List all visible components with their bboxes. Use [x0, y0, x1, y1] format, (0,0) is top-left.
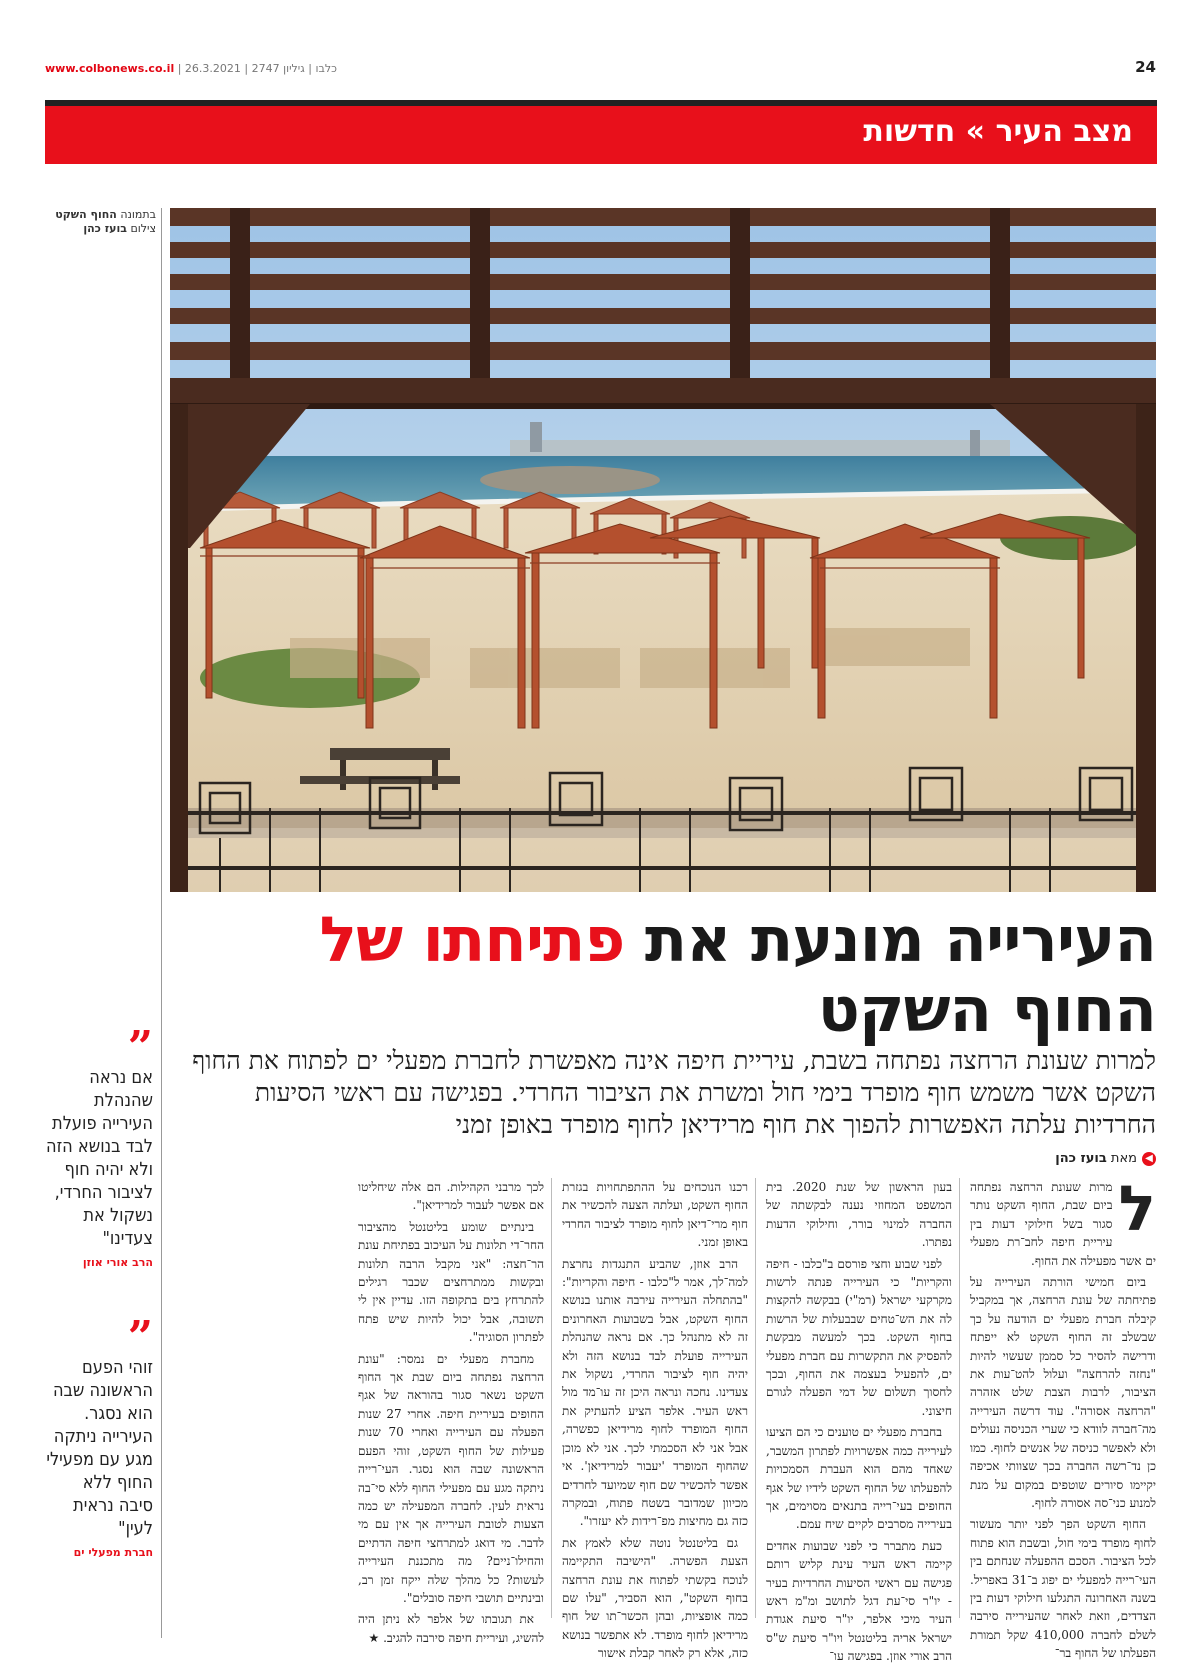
headline-part1: העירייה מונעת את: [644, 903, 1156, 976]
quote-text: אם נראה שהנהלת העירייה פועלת לבד בנושא הזה ולא יהיה חוף לציבור החרדי, נשקול את צעדינו": [45, 1067, 153, 1249]
paragraph: בעון הראשון של שנת 2020. בית המשפט המחוזי נענה לבקשתה של החברה למינוי בורר, וחילוקי הדעות נפתרו.: [766, 1180, 952, 1250]
pull-quote: [45, 1022, 153, 1269]
quote-mark-icon: ”: [127, 1312, 153, 1363]
headline-part2: פתיחתו של: [319, 903, 625, 976]
credit-subject: החוף השקט: [55, 208, 117, 221]
paragraph: רכנו הנוכחים על ההתפתחויות בגזרת החוף השקט, ועלתה הצעה להכשיר את חוף מרי־דיאן לחוף מופרד לציבור החרדי באופן זמני.: [562, 1180, 748, 1250]
paragraph: גם בליטנטל נוטה שלא לאמץ את הצעת הפשרה. "הישיבה התקיימה לנוכח בקשתי לפתוח את עונת הרחצה בחוף השקט", הוא הסביר, "עלו שם כמה אופציות, ובהן הכשר־תו של חוף מרידיאן לחוף מופרד. לא אתפשר בנושא כזה, אלא רק לאחר קבלת אישור: [562, 1535, 748, 1661]
headline-part3: החוף השקט: [817, 973, 1156, 1046]
paragraph: החוף השקט הפך לפני יותר מעשור לחוף מופרד בימי חול, ובשבת הוא פתוח לכל הציבור. הסכם ההפעלה שנחתם בין העי־רייה למפעלי ים יפוג ב־31 באפריל. בשנה האחרונה התגלעו חילוקי דעות בין הצדדים, וזאת לאחר שהעירייה סירבה לשלם לחברה 410,000 שקל תמורת הפעלתו של החוף בר־: [970, 1517, 1157, 1661]
section-bar: [45, 106, 1157, 164]
byline-label: מאת: [1110, 1151, 1137, 1166]
article-lead: למרות שעונת הרחצה נפתחה בשבת, עיריית חיפה אינה מאפשרת לחברת מפעלי ים לפתוח את החוף השקט אשר משמש חוף מופרד בימי חול ומשרת את הציבור החרדי. בפגישה עם ראשי הסיעות החרדיות עלתה האפשרות להפוך את חוף מרידיאן לחוף מופרד באופן זמני: [192, 1046, 1156, 1139]
paragraph: בחברת מפעלי ים טוענים כי הם הציעו לעירייה כמה אפשרויות לפתרון המשבר, שאחד מהם הוא העברת הסמכויות להפעלתו של החוף השקט לידיו של אגף החופים בעי־רייה בתנאים מסוימים, אך בעירייה מסרבים לקיים שיח עמם.: [766, 1425, 952, 1532]
page-number: 24: [1135, 58, 1156, 76]
section-title: מצב העיר » חדשות: [863, 114, 1133, 149]
photographer-name: בועז כהן: [83, 222, 127, 235]
paragraph: ביום חמישי הורתה העירייה על פתיחתה של עונת הרחצה, אך במקביל קיבלה חברת מפעלי ים הודעה על כך שבשלב זה החוף השקט לא ייפתח ודרישה להסיר כל סממן שעשוי להיות "נחזה להרחצה" ועלול להט־עות את הציבור, לרבות הצבת שלט אזהרה "הרחצה אסורה". עוד דרשה העירייה מה־חברה לוודא כי שערי הכניסה נעולים ולא לאפשר כניסה של אנשים לחוף. כמו כן נד־רשה החברה בכך שצוותי אכיפה יקיימו סיורים שוטפים במקום על מנת למנוע כני־סה אסורה לחוף.: [970, 1275, 1156, 1510]
article-column-4: [358, 1178, 544, 1650]
article-headline: [176, 905, 1156, 1045]
article-column-1: [970, 1172, 1157, 1666]
quote-source: הרב אורי אוזן: [82, 1256, 153, 1269]
beach-photo-illustration: [170, 208, 1156, 892]
pull-quote: [45, 1312, 153, 1559]
paragraph: בינתיים שומע בליטנטל מהציבור החר־די תלונות על העיכוב בפתיחת עונת הר־חצה: "אני מקבל הרבה תלונות ובקשות ממתרחצים שכבר רגילים להתרחץ בים בתקופה הזו. עדיין אין לי תשובה, אבל יכול להיות שיש פתח לפתרון הסוגיה".: [358, 1219, 544, 1345]
paragraph: מרות שעונת הרחצה נפתחה ביום שבת, החוף השקט נותר סגור בשל חילוקי דעות בין עיריית חיפה לחב־רת מפעלי ים אשר מפעילה את החוף.: [970, 1180, 1156, 1268]
article-column-2: [766, 1178, 952, 1669]
drop-cap: ל: [1118, 1172, 1156, 1245]
issue-info: | כלבו | גיליון 2747 | 26.3.2021: [177, 62, 337, 75]
column-rule: [551, 1178, 552, 1618]
paragraph: לפני שבוע וחצי פורסם ב"כלבו - חיפה והקריות" כי העירייה פנתה לרשות מקרקעי ישראל (רמ"י) בבקשה להקצות לה את הש־טחים שבבעלות של הרשות בחוף השקט. בכך למעשה מבקשת להפסיק את התקשרות עם חברת מפעלי ים, להפעיל בעצמה את החוף, ובכך לחסוך תשלום של דמי הפעלה לגורם חיצוני.: [766, 1256, 952, 1418]
byline: [1055, 1151, 1156, 1166]
byline-arrow-icon: ◀: [1142, 1152, 1156, 1166]
column-rule: [959, 1178, 960, 1618]
quote-text: זוהי הפעם הראשונה שבה הוא נסגר. העירייה ניתקה מגע עם מפעילי החוף ללא סיבה נראית לעין": [46, 1357, 153, 1539]
page-meta: [45, 62, 337, 75]
article-column-3: [562, 1178, 748, 1666]
site-url[interactable]: www.colbonews.co.il: [45, 62, 175, 75]
quote-mark-icon: ”: [127, 1022, 153, 1073]
paragraph: לכך מרבני הקהילות. הם אלה שיחליטו אם אפשר לעבור למרידיאן".: [358, 1180, 544, 1213]
paragraph: כעת מתברר כי לפני שבועות אחדים קיימה ראש העיר עינת קליש רותם פגישה עם ראשי הסיעות החרדיות בעיר - יו"ר סי־עת דגל לתושב ומ"מ ראש העיר מיכי אלפר, יו"ר סיעת אגודת ישראל אריה בליטנטל ויו"ר סיעת ש"ס הרב אורי אוזן. בפגישה עו־: [766, 1538, 952, 1664]
column-divider: [161, 208, 162, 1638]
paragraph: מחברת מפעלי ים נמסר: "עונת הרחצה נפתחה ביום שבת אך החוף השקט נשאר סגור בהוראה של אגף החופים בעיריית חיפה. אחרי 27 שנות הפעלה עם העירייה ואחרי 70 שנות פעילות של החוף השקט, זוהי הפעם הראשונה שבה הוא נסגר. העי־רייה ניתקה מגע עם מפעילי החוף ללא סי־בה נראית לעין. לחברה המפעילה יש כמה הצעות לטובת העירייה אך אין עם מי לדבר. מי דואג למתרחצי חיפה הדתיים והחילו־ניים? מה מתכננת העירייה לעשות? כל מהלך שלה ייקח זמן רב, ובינתיים תושבי חיפה סובלים".: [358, 1351, 545, 1605]
beach-photo: [170, 208, 1156, 892]
paragraph: הרב אוזן, שהביע התנגדות נחרצת למה־לך, אמר ל"כלבו - חיפה והקריות": "בהתחלה העירייה עירבה אותנו בנושא החוף השקט, אבל בשבועות האחרונים זה לא מתנהל כך. אם נראה שהנהלת העירייה פועלת לבד בנושא הזה ולא יהיה חוף לציבור החרדי, נשקול את צעדינו. נחכה ונראה היכן זה עו־מד מול ראש העיר. אלפר הציע להעתיק את החוף המופרד לחוף מרידיאן כפשרה, אבל אני לא הסכמתי לכך. אני לא מוכן שהחוף המופרד 'יעבור למרידיאן'. אי אפשר להכשיר שם חוף שמיועד לחרדים מכיוון שמדובר בשטח פתוח, ובמקרה כזה גם מחיצות מפ־רידות לא יעזרו".: [562, 1256, 748, 1529]
byline-author: בועז כהן: [1055, 1151, 1107, 1166]
credit-label: בתמונה: [120, 208, 156, 221]
column-rule: [755, 1178, 756, 1618]
quote-source: חברת מפעלי ים: [73, 1546, 153, 1559]
photo-credit: [46, 208, 156, 236]
photographer-label: צילום: [130, 222, 156, 235]
paragraph: את תגובתו של אלפר לא ניתן היה להשיג, ועיריית חיפה סירבה להגיב. ★: [358, 1612, 544, 1645]
